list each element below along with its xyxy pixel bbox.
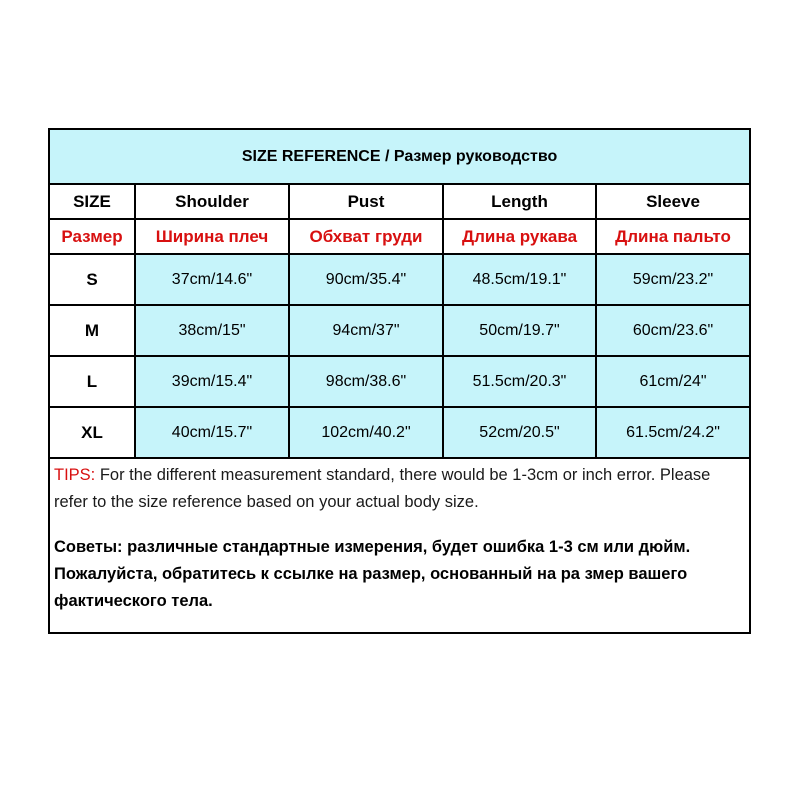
tips-english [54,462,745,516]
header-chest-ru: Обхват груди [289,219,443,254]
sleeve-value: 61.5cm/24.2" [596,407,750,458]
header-pust: Pust [289,184,443,219]
notes-cell [49,458,750,633]
header-coat-length-ru: Длина пальто [596,219,750,254]
length-value: 52cm/20.5" [443,407,596,458]
pust-value: 102cm/40.2" [289,407,443,458]
size-label: S [49,254,135,305]
length-value: 50cm/19.7" [443,305,596,356]
sleeve-value: 60cm/23.6" [596,305,750,356]
table-row [49,254,750,305]
title-row [49,129,750,184]
header-size-ru: Размер [49,219,135,254]
header-row-en [49,184,750,219]
shoulder-value: 37cm/14.6" [135,254,289,305]
shoulder-value: 40cm/15.7" [135,407,289,458]
table-row [49,305,750,356]
notes-row [49,458,750,633]
table-title: SIZE REFERENCE / Размер руководство [49,129,750,184]
header-sleeve: Sleeve [596,184,750,219]
header-sleeve-length-ru: Длина рукава [443,219,596,254]
pust-value: 90cm/35.4" [289,254,443,305]
sleeve-value: 61cm/24" [596,356,750,407]
header-row-ru [49,219,750,254]
table-row [49,356,750,407]
size-label: M [49,305,135,356]
table-row [49,407,750,458]
size-reference-table [48,128,751,634]
header-length: Length [443,184,596,219]
size-label: L [49,356,135,407]
sleeve-value: 59cm/23.2" [596,254,750,305]
tips-russian: Советы: различные стандартные измерения, будет ошибка 1-3 см или дюйм. Пожалуйста, обратитесь к ссылке на размер, основанный на ра змер вашего фактического тела. [54,538,691,610]
header-shoulder-ru: Ширина плеч [135,219,289,254]
length-value: 48.5cm/19.1" [443,254,596,305]
size-label: XL [49,407,135,458]
tips-label: TIPS: [54,466,96,484]
shoulder-value: 39cm/15.4" [135,356,289,407]
pust-value: 98cm/38.6" [289,356,443,407]
length-value: 51.5cm/20.3" [443,356,596,407]
header-shoulder: Shoulder [135,184,289,219]
shoulder-value: 38cm/15" [135,305,289,356]
tips-english-text: For the different measurement standard, there would be 1-3cm or inch error. Please refer to the size reference based on your actual body size. [54,466,711,511]
pust-value: 94cm/37" [289,305,443,356]
header-size: SIZE [49,184,135,219]
